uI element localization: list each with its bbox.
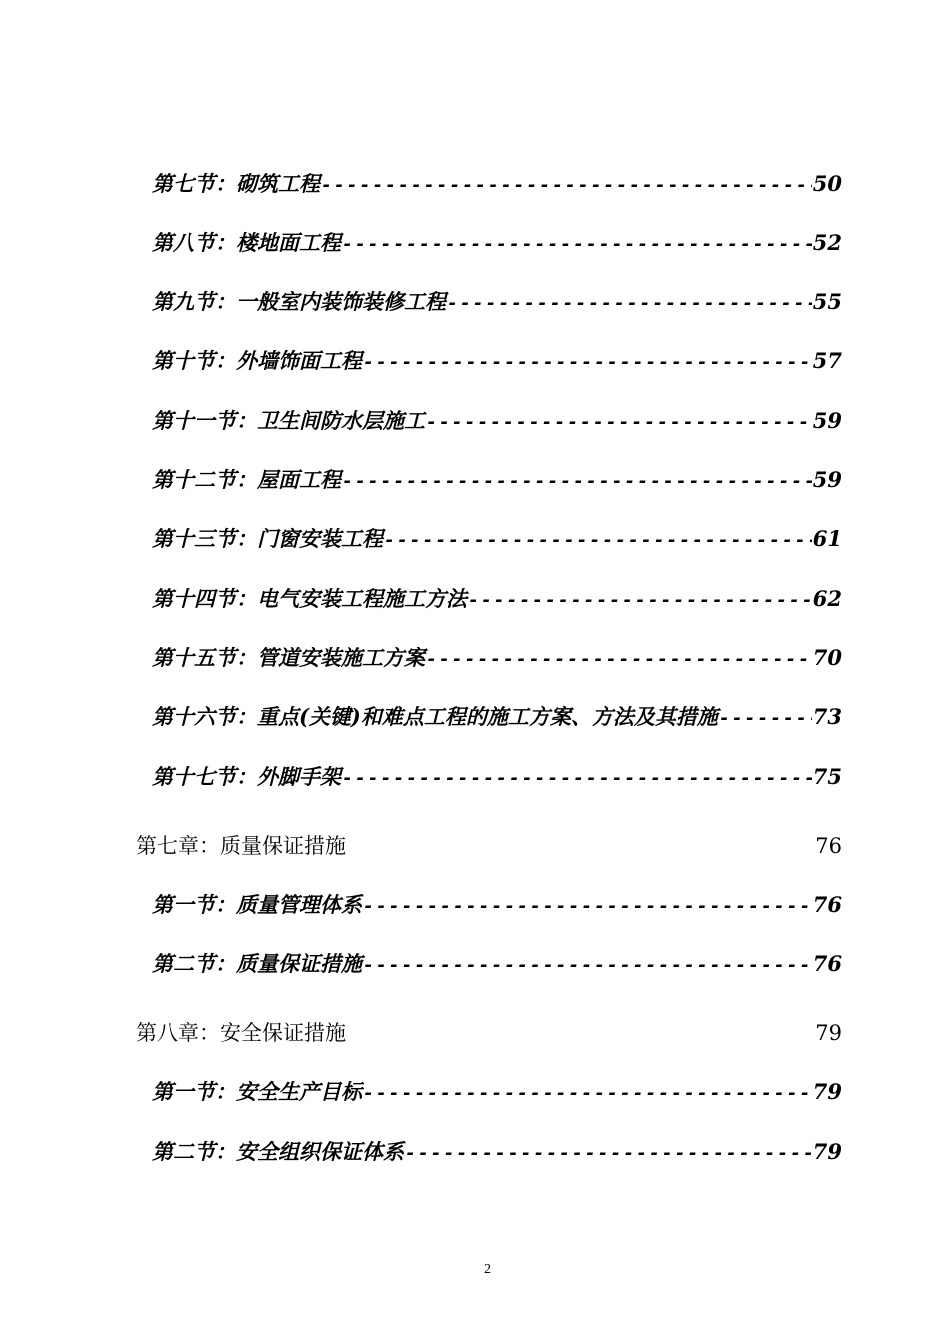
toc-chapter-entry[interactable] [136, 830, 842, 860]
toc-entry[interactable] [152, 701, 842, 731]
dot-leader [468, 590, 812, 611]
toc-entry[interactable] [152, 405, 842, 435]
toc-entry-title: 第八节：楼地面工程 [152, 230, 341, 255]
toc-entry-page: 76 [812, 951, 842, 976]
toc-entry-title: 第十五节：管道安装施工方案 [152, 645, 425, 670]
dot-leader [384, 530, 812, 551]
toc-entry-page: 70 [812, 645, 842, 670]
toc-entry-page: 79 [812, 1139, 842, 1164]
toc-entry-title: 第十六节：重点(关键)和难点工程的施工方案、方法及其措施 [152, 704, 718, 729]
dot-leader [363, 1083, 812, 1104]
toc-entry-page: 76 [812, 892, 842, 917]
toc-entry-page: 61 [812, 526, 842, 551]
toc-entry-title: 第七章：质量保证措施 [136, 834, 346, 858]
toc-entry-title: 第十一节：卫生间防水层施工 [152, 408, 425, 433]
toc-entry-page: 59 [812, 408, 842, 433]
toc-entry[interactable] [152, 889, 842, 919]
toc-entry-page: 79 [815, 1021, 842, 1045]
dot-leader [342, 768, 812, 789]
toc-entry-page: 55 [812, 289, 842, 314]
toc-entry-page: 50 [812, 171, 842, 196]
toc-entry[interactable] [152, 1136, 842, 1166]
dot-leader [426, 412, 812, 433]
toc-entry-title: 第十节：外墙饰面工程 [152, 348, 362, 373]
toc-entry[interactable] [152, 583, 842, 613]
toc-entry-title: 第一节：质量管理体系 [152, 892, 362, 917]
toc-entry-page: 73 [812, 704, 842, 729]
toc-entry-title: 第八章：安全保证措施 [136, 1021, 346, 1045]
dot-leader [405, 1143, 812, 1164]
toc-entry[interactable] [152, 227, 842, 257]
dot-leader [447, 293, 812, 314]
dot-leader [426, 649, 812, 670]
toc-entry-title: 第九节：一般室内装饰装修工程 [152, 289, 446, 314]
toc-entry-title: 第十二节：屋面工程 [152, 467, 341, 492]
toc-entry-page: 76 [815, 834, 842, 858]
dot-leader [363, 896, 812, 917]
toc-entry-title: 第七节：砌筑工程 [152, 171, 320, 196]
toc-entry-title: 第十七节：外脚手架 [152, 764, 341, 789]
page-number: 2 [484, 1262, 491, 1277]
dot-leader [321, 175, 812, 196]
toc-entry-title: 第十三节：门窗安装工程 [152, 526, 383, 551]
toc-entry[interactable] [152, 761, 842, 791]
toc-entry[interactable] [152, 948, 842, 978]
toc-entry[interactable] [152, 642, 842, 672]
toc-entry-title: 第二节：安全组织保证体系 [152, 1139, 404, 1164]
toc-entry[interactable] [152, 168, 842, 198]
dot-leader [342, 471, 812, 492]
dot-leader [363, 955, 812, 976]
toc-entry-title: 第十四节：电气安装工程施工方法 [152, 586, 467, 611]
toc-entry-page: 79 [812, 1079, 842, 1104]
toc-entry[interactable] [152, 345, 842, 375]
toc-entry-title: 第一节：安全生产目标 [152, 1079, 362, 1104]
toc-entry[interactable] [152, 523, 842, 553]
dot-leader [342, 234, 812, 255]
toc-entry[interactable] [152, 1076, 842, 1106]
toc-entry[interactable] [152, 286, 842, 316]
toc-entry-page: 62 [812, 586, 842, 611]
dot-leader [363, 352, 812, 373]
toc-entry-title: 第二节：质量保证措施 [152, 951, 362, 976]
toc-chapter-entry[interactable] [136, 1017, 842, 1047]
toc-entry[interactable] [152, 464, 842, 494]
toc-entry-page: 57 [812, 348, 842, 373]
toc-entry-page: 52 [812, 230, 842, 255]
toc-entry-page: 75 [812, 764, 842, 789]
dot-leader [719, 708, 812, 729]
toc-entry-page: 59 [812, 467, 842, 492]
